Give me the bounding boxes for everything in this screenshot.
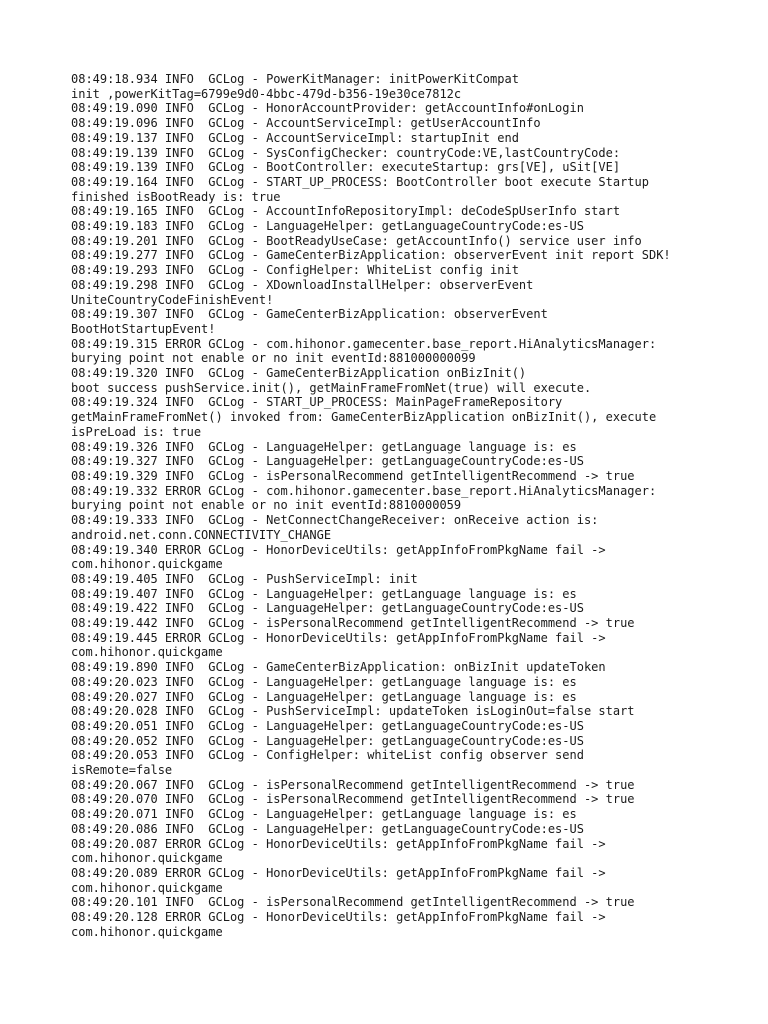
log-line: 08:49:19.165 INFO GCLog - AccountInfoRepositoryImpl: deCodeSpUserInfo start xyxy=(71,204,621,219)
log-line: UniteCountryCodeFinishEvent! xyxy=(71,292,274,307)
log-line: 08:49:20.027 INFO GCLog - LanguageHelper: getLanguage language is: es xyxy=(71,689,577,704)
log-line: 08:49:19.405 INFO GCLog - PushServiceImpl: init xyxy=(71,571,418,586)
log-line: 08:49:19.340 ERROR GCLog - HonorDeviceUtils: getAppInfoFromPkgName fail -> xyxy=(71,542,606,557)
log-line: 08:49:19.137 INFO GCLog - AccountServiceImpl: startupInit end xyxy=(71,130,519,145)
log-line: 08:49:19.183 INFO GCLog - LanguageHelper: getLanguageCountryCode:es-US xyxy=(71,219,584,234)
log-document xyxy=(71,72,731,939)
log-line: 08:49:19.139 INFO GCLog - SysConfigChecker: countryCode:VE,lastCountryCode: xyxy=(71,145,621,160)
log-line: 08:49:20.086 INFO GCLog - LanguageHelper: getLanguageCountryCode:es-US xyxy=(71,821,584,836)
log-line: isPreLoad is: true xyxy=(71,424,202,439)
log-line: 08:49:19.201 INFO GCLog - BootReadyUseCase: getAccountInfo() service user info xyxy=(71,233,642,248)
log-line: 08:49:19.096 INFO GCLog - AccountServiceImpl: getUserAccountInfo xyxy=(71,116,541,131)
log-line: 08:49:20.067 INFO GCLog - isPersonalRecommend getIntelligentRecommend -> true xyxy=(71,777,635,792)
log-line: 08:49:19.315 ERROR GCLog - com.hihonor.gamecenter.base_report.HiAnalyticsManager: xyxy=(71,336,657,351)
log-line: boot success pushService.init(), getMainFrameFromNet(true) will execute. xyxy=(71,380,592,395)
log-line: 08:49:19.164 INFO GCLog - START_UP_PROCESS: BootController boot execute Startup xyxy=(71,174,649,189)
log-line: 08:49:19.139 INFO GCLog - BootController: executeStartup: grs[VE], uSit[VE] xyxy=(71,160,621,175)
log-line: finished isBootReady is: true xyxy=(71,189,281,204)
log-line: getMainFrameFromNet() invoked from: GameCenterBizApplication onBizInit(), execute xyxy=(71,410,657,425)
log-line: 08:49:19.329 INFO GCLog - isPersonalRecommend getIntelligentRecommend -> true xyxy=(71,468,635,483)
log-line: 08:49:19.298 INFO GCLog - XDownloadInstallHelper: observerEvent xyxy=(71,277,534,292)
log-line: 08:49:20.087 ERROR GCLog - HonorDeviceUtils: getAppInfoFromPkgName fail -> xyxy=(71,836,606,851)
log-line: 08:49:19.422 INFO GCLog - LanguageHelper: getLanguageCountryCode:es-US xyxy=(71,601,584,616)
log-line: 08:49:19.407 INFO GCLog - LanguageHelper: getLanguage language is: es xyxy=(71,586,577,601)
log-line: 08:49:19.293 INFO GCLog - ConfigHelper: WhiteList config init xyxy=(71,263,519,278)
log-line: isRemote=false xyxy=(71,763,173,778)
log-line: init ,powerKitTag=6799e9d0-4bbc-479d-b356-19e30ce7812c xyxy=(71,86,462,101)
log-line: 08:49:18.934 INFO GCLog - PowerKitManager: initPowerKitCompat xyxy=(71,72,519,86)
log-line: com.hihonor.quickgame xyxy=(71,645,223,660)
log-line: 08:49:20.128 ERROR GCLog - HonorDeviceUtils: getAppInfoFromPkgName fail -> xyxy=(71,910,606,925)
log-line: com.hihonor.quickgame xyxy=(71,880,223,895)
log-line: 08:49:19.307 INFO GCLog - GameCenterBizApplication: observerEvent xyxy=(71,307,548,322)
log-line: com.hihonor.quickgame xyxy=(71,924,223,939)
log-line: 08:49:20.089 ERROR GCLog - HonorDeviceUtils: getAppInfoFromPkgName fail -> xyxy=(71,865,606,880)
log-line: 08:49:19.333 INFO GCLog - NetConnectChangeReceiver: onReceive action is: xyxy=(71,513,599,528)
log-line: 08:49:19.442 INFO GCLog - isPersonalRecommend getIntelligentRecommend -> true xyxy=(71,616,635,631)
log-line: BootHotStartupEvent! xyxy=(71,321,216,336)
log-line: android.net.conn.CONNECTIVITY_CHANGE xyxy=(71,527,332,542)
log-line: 08:49:20.071 INFO GCLog - LanguageHelper: getLanguage language is: es xyxy=(71,807,577,822)
log-line: com.hihonor.quickgame xyxy=(71,851,223,866)
log-line: 08:49:19.324 INFO GCLog - START_UP_PROCESS: MainPageFrameRepository xyxy=(71,395,563,410)
log-line: com.hihonor.quickgame xyxy=(71,557,223,572)
log-line: 08:49:19.890 INFO GCLog - GameCenterBizApplication: onBizInit updateToken xyxy=(71,660,606,675)
log-line: 08:49:19.320 INFO GCLog - GameCenterBizApplication onBizInit() xyxy=(71,366,527,381)
log-line: burying point not enable or no init eventId:8810000059 xyxy=(71,498,462,513)
log-line: 08:49:20.101 INFO GCLog - isPersonalRecommend getIntelligentRecommend -> true xyxy=(71,895,635,910)
log-line: burying point not enable or no init eventId:881000000099 xyxy=(71,351,476,366)
log-line: 08:49:19.327 INFO GCLog - LanguageHelper: getLanguageCountryCode:es-US xyxy=(71,454,584,469)
log-line: 08:49:19.277 INFO GCLog - GameCenterBizApplication: observerEvent init report SDK! xyxy=(71,248,671,263)
log-line: 08:49:20.051 INFO GCLog - LanguageHelper: getLanguageCountryCode:es-US xyxy=(71,718,584,733)
log-line: 08:49:20.023 INFO GCLog - LanguageHelper: getLanguage language is: es xyxy=(71,674,577,689)
log-line: 08:49:20.028 INFO GCLog - PushServiceImpl: updateToken isLoginOut=false start xyxy=(71,704,635,719)
log-line: 08:49:19.326 INFO GCLog - LanguageHelper: getLanguage language is: es xyxy=(71,439,577,454)
log-line: 08:49:19.445 ERROR GCLog - HonorDeviceUtils: getAppInfoFromPkgName fail -> xyxy=(71,630,606,645)
log-line: 08:49:19.332 ERROR GCLog - com.hihonor.gamecenter.base_report.HiAnalyticsManager: xyxy=(71,483,657,498)
log-line: 08:49:20.053 INFO GCLog - ConfigHelper: whiteList config observer send xyxy=(71,748,584,763)
log-line: 08:49:20.052 INFO GCLog - LanguageHelper: getLanguageCountryCode:es-US xyxy=(71,733,584,748)
log-line: 08:49:19.090 INFO GCLog - HonorAccountProvider: getAccountInfo#onLogin xyxy=(71,101,584,116)
log-line: 08:49:20.070 INFO GCLog - isPersonalRecommend getIntelligentRecommend -> true xyxy=(71,792,635,807)
